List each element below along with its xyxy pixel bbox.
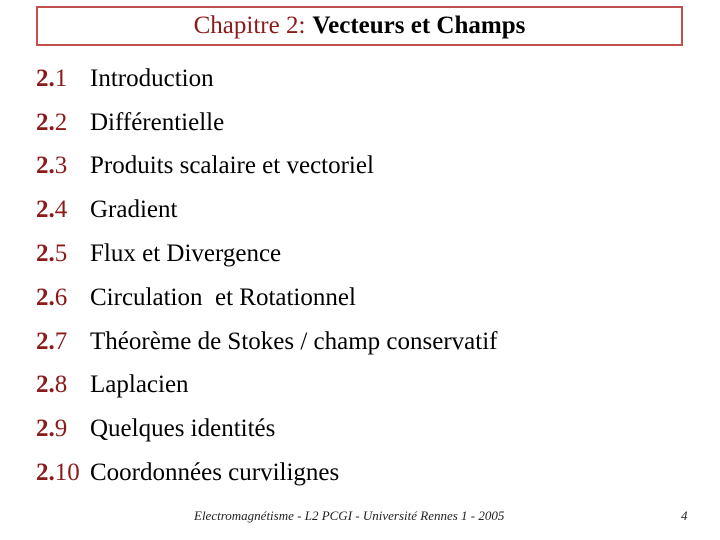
section-title: Gradient bbox=[90, 196, 178, 224]
subsection-number: 10 bbox=[54, 459, 80, 487]
section-title: Laplacien bbox=[90, 371, 189, 399]
chapter-number: 2. bbox=[36, 415, 55, 443]
toc-item bbox=[36, 407, 498, 451]
section-number bbox=[36, 371, 90, 399]
toc-item bbox=[36, 232, 498, 276]
section-title: Coordonnées curvilignes bbox=[90, 459, 340, 487]
section-number bbox=[36, 196, 90, 224]
subsection-number: 4 bbox=[54, 196, 68, 224]
section-number bbox=[36, 284, 90, 312]
slide-title bbox=[36, 6, 683, 46]
subsection-number: 5 bbox=[54, 240, 68, 268]
title-main: Vecteurs et Champs bbox=[312, 12, 526, 39]
section-number bbox=[36, 459, 90, 487]
subsection-number: 7 bbox=[54, 327, 68, 355]
chapter-number: 2. bbox=[36, 459, 55, 487]
toc-item bbox=[36, 451, 498, 495]
section-number bbox=[36, 109, 90, 137]
toc-item bbox=[36, 320, 498, 364]
toc-item bbox=[36, 145, 498, 189]
subsection-number: 8 bbox=[54, 371, 68, 399]
chapter-number: 2. bbox=[36, 108, 55, 136]
chapter-number: 2. bbox=[36, 240, 55, 268]
section-number bbox=[36, 328, 90, 356]
section-title: Flux et Divergence bbox=[90, 240, 282, 268]
section-title: Quelques identités bbox=[90, 415, 276, 443]
subsection-number: 1 bbox=[54, 64, 68, 92]
chapter-number: 2. bbox=[36, 64, 55, 92]
section-title: Théorème de Stokes / champ conservatif bbox=[90, 327, 498, 355]
toc-item bbox=[36, 101, 498, 145]
subsection-number: 9 bbox=[54, 415, 68, 443]
section-number bbox=[36, 415, 90, 443]
section-number bbox=[36, 65, 90, 93]
section-title: Introduction bbox=[90, 64, 214, 92]
chapter-number: 2. bbox=[36, 196, 55, 224]
subsection-number: 2 bbox=[54, 108, 68, 136]
chapter-number: 2. bbox=[36, 327, 55, 355]
section-title: Produits scalaire et vectoriel bbox=[90, 152, 374, 180]
toc-item bbox=[36, 276, 498, 320]
page-number: 4 bbox=[681, 508, 688, 523]
footer-text: Electromagnétisme - L2 PCGI - Université Rennes 1 - 2005 bbox=[194, 508, 505, 523]
chapter-number: 2. bbox=[36, 283, 55, 311]
section-title: Différentielle bbox=[90, 108, 225, 136]
table-of-contents bbox=[36, 57, 498, 495]
toc-item bbox=[36, 57, 498, 101]
subsection-number: 3 bbox=[54, 152, 68, 180]
section-number bbox=[36, 240, 90, 268]
subsection-number: 6 bbox=[54, 283, 68, 311]
section-number bbox=[36, 152, 90, 180]
title-prefix: Chapitre 2: bbox=[193, 12, 306, 39]
chapter-number: 2. bbox=[36, 152, 55, 180]
toc-item bbox=[36, 188, 498, 232]
chapter-number: 2. bbox=[36, 371, 55, 399]
section-title: Circulation et Rotationnel bbox=[90, 283, 356, 311]
toc-item bbox=[36, 364, 498, 408]
